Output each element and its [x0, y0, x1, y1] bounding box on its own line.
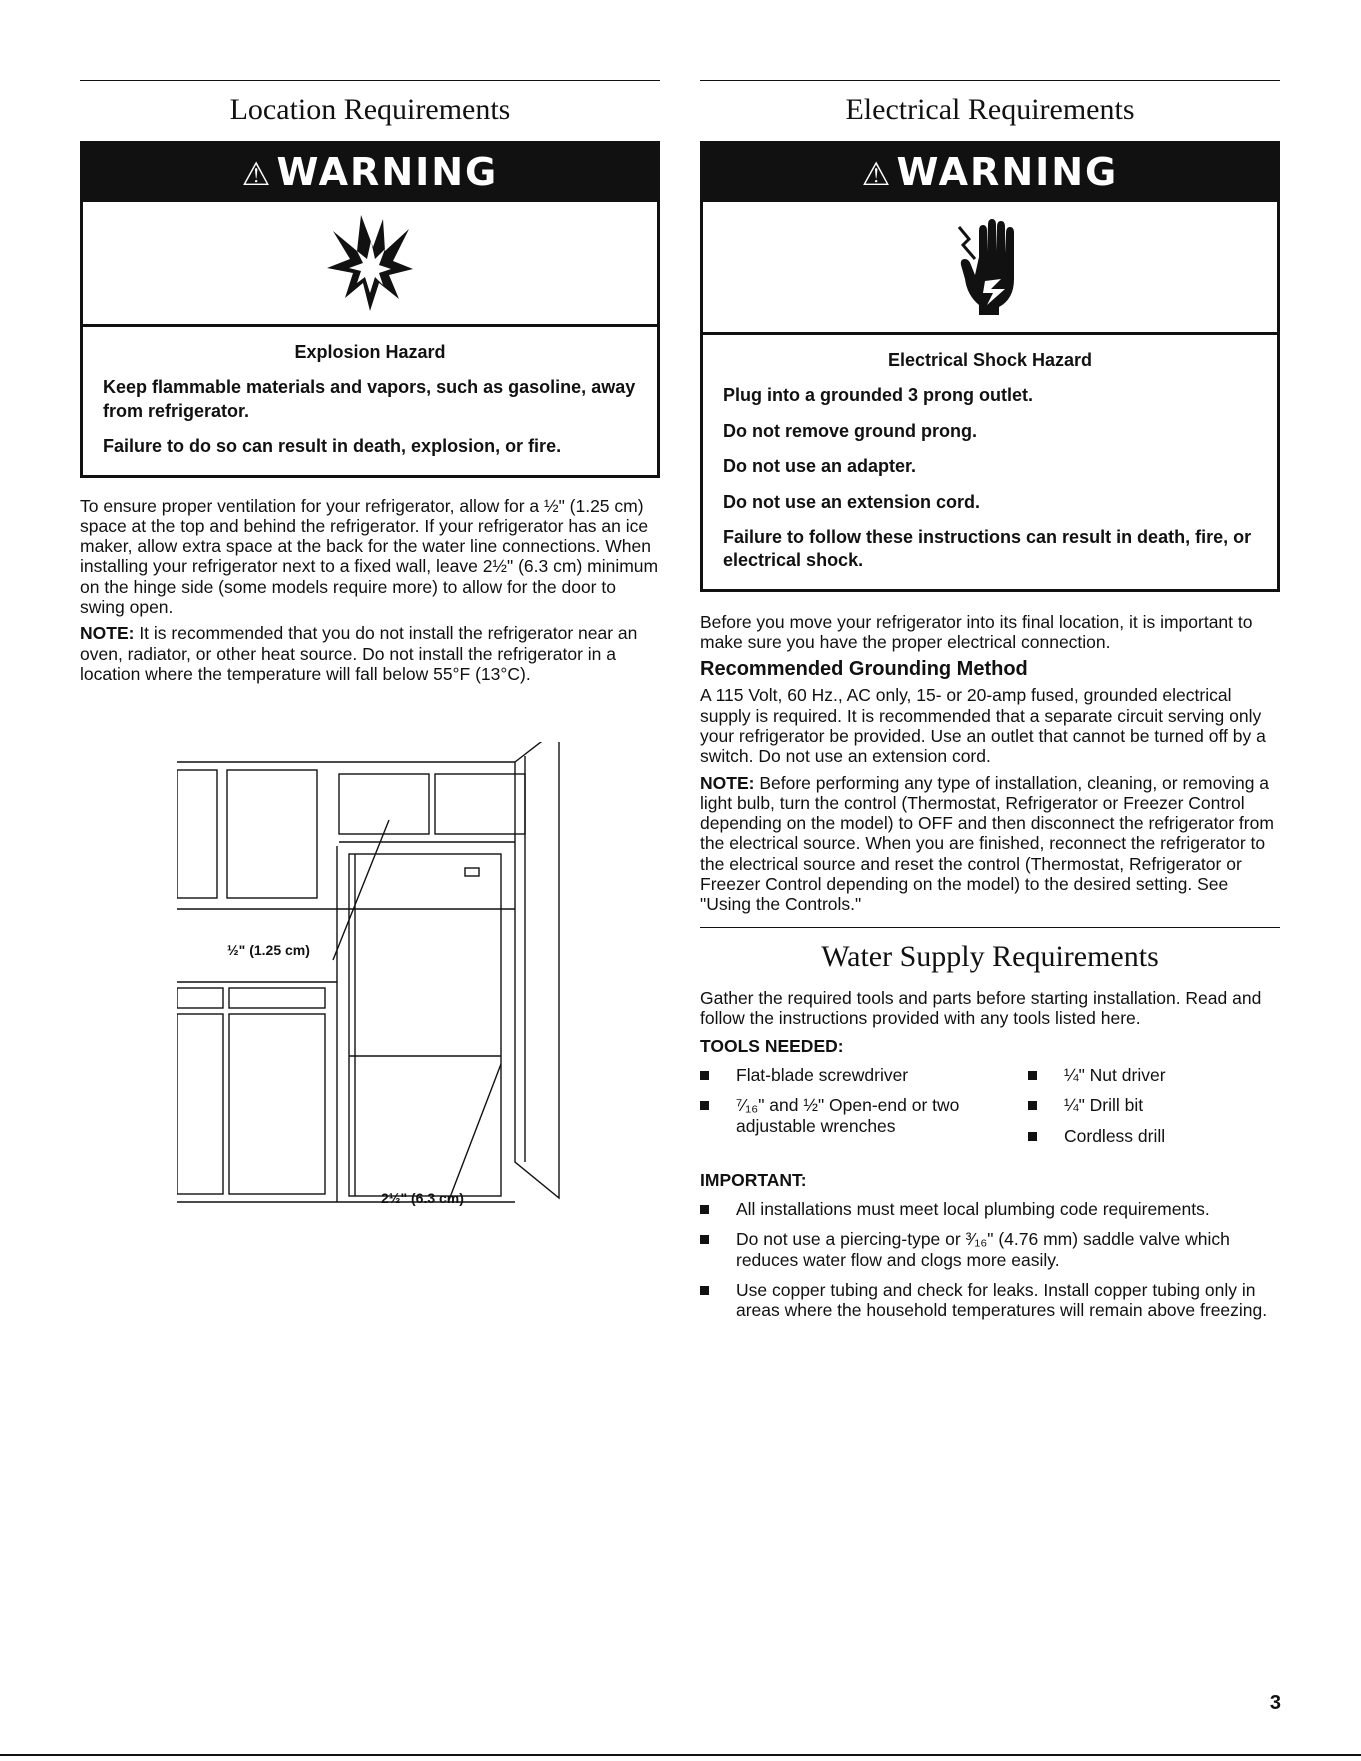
refrigerator-clearance-diagram	[177, 742, 567, 1222]
electrical-title: Electrical Requirements	[845, 93, 1135, 126]
note-text: Before performing any type of installation, cleaning, or removing a light bulb, turn the control (Thermostat, Refrigerator or Freezer Control depending on the model) to OFF and then disconnect the refrigerator from the electrical source. When you are finished, reconnect the refrigerator to the electrical source and reset the control (Thermostat, Refrigerator or Freezer Control depending on the model) to the desired setting. See "Using the Controls."	[700, 772, 1274, 915]
electrical-intro: Before you move your refrigerator into its final location, it is important to make sure you have the proper electrical connection.	[700, 611, 1253, 653]
list-item: Flat-blade screwdriver	[700, 1065, 1028, 1085]
warning-label: WARNING	[276, 150, 499, 194]
list-item: ⁷⁄₁₆" and ½" Open-end or two adjustable wrenches	[700, 1095, 1028, 1136]
list-item: Cordless drill	[1028, 1126, 1166, 1146]
tools-list	[700, 1065, 1280, 1156]
warning-triangle-icon: ⚠	[241, 155, 273, 193]
explosion-warning-box	[80, 141, 660, 478]
important-list	[700, 1199, 1280, 1320]
hazard-line: Plug into a grounded 3 prong outlet.	[723, 385, 1033, 406]
explosion-icon-area	[83, 202, 657, 327]
tools-list-left	[700, 1065, 1028, 1156]
hazard-line: Keep flammable materials and vapors, such as gasoline, away from refrigerator.	[103, 377, 636, 421]
hazard-title: Electrical Shock Hazard	[887, 350, 1093, 370]
section-rule	[700, 927, 1280, 928]
explosion-warning-body	[83, 327, 657, 475]
warning-header	[703, 144, 1277, 202]
note-label: NOTE:	[700, 772, 755, 793]
list-item: All installations must meet local plumbing code requirements.	[700, 1199, 1280, 1219]
list-item: Do not use a piercing-type or ³⁄₁₆" (4.76 mm) saddle valve which reduces water flow and clogs more easily.	[700, 1229, 1280, 1270]
electrical-note	[700, 773, 1280, 915]
warning-triangle-icon: ⚠	[861, 155, 893, 193]
warning-label: WARNING	[896, 150, 1119, 194]
installation-clearance-figure	[177, 742, 567, 1222]
grounding-method-text: A 115 Volt, 60 Hz., AC only, 15- or 20-amp fused, grounded electrical supply is required. It is recommended that a separate circuit serving only your refrigerator be provided. Use an outlet that cannot be turned off by a switch. Do not use an extension cord.	[700, 685, 1266, 767]
important-title: IMPORTANT:	[700, 1170, 807, 1191]
shock-warning-body	[703, 335, 1277, 589]
list-item: ¼" Nut driver	[1028, 1065, 1166, 1085]
section-rule	[700, 80, 1280, 81]
water-supply-title: Water Supply Requirements	[821, 939, 1159, 973]
shock-icon-area	[703, 202, 1277, 335]
side-clearance-label: 2½" (6.3 cm)	[381, 1190, 464, 1206]
location-note	[80, 623, 660, 684]
warning-header	[83, 144, 657, 202]
tools-list-right	[1028, 1065, 1166, 1156]
explosion-icon	[325, 213, 415, 313]
electric-shock-hand-icon	[955, 217, 1025, 317]
grounding-method-title: Recommended Grounding Method	[700, 658, 1028, 681]
note-label: NOTE:	[80, 623, 135, 644]
shock-warning-box	[700, 141, 1280, 592]
ventilation-paragraph: To ensure proper ventilation for your refrigerator, allow for a ½" (1.25 cm) space at the top and behind the refrigerator. If your refrigerator has an ice maker, allow extra space at the back for the water line connections. When installing your refrigerator next to a fixed wall, leave 2½" (6.3 cm) minimum on the hinge side (some models require more) to allow for the door to swing open.	[80, 495, 659, 618]
electrical-section	[700, 80, 1280, 1331]
page-bottom-rule	[0, 1754, 1361, 1756]
top-clearance-label: ½" (1.25 cm)	[227, 942, 310, 958]
hazard-line: Failure to follow these instructions can result in death, fire, or electrical shock.	[723, 526, 1252, 571]
section-rule	[80, 80, 660, 81]
hazard-line: Do not use an extension cord.	[723, 491, 981, 512]
hazard-line: Failure to do so can result in death, explosion, or fire.	[103, 436, 562, 457]
list-item: Use copper tubing and check for leaks. Install copper tubing only in areas where the household temperatures will remain above freezing.	[700, 1280, 1280, 1321]
page-number: 3	[1269, 1692, 1281, 1714]
water-intro: Gather the required tools and parts before starting installation. Read and follow the instructions provided with any tools listed here.	[700, 987, 1262, 1028]
note-text: It is recommended that you do not install the refrigerator near an oven, radiator, or other heat source. Do not install the refrigerator in a location where the temperature will fall below 55°F (13°C).	[80, 623, 638, 684]
tools-needed-title: TOOLS NEEDED:	[700, 1036, 844, 1057]
hazard-title: Explosion Hazard	[294, 342, 446, 362]
list-item: ¼" Drill bit	[1028, 1095, 1166, 1115]
location-title: Location Requirements	[229, 93, 511, 126]
hazard-line: Do not use an adapter.	[723, 456, 917, 477]
location-section	[80, 80, 660, 690]
hazard-line: Do not remove ground prong.	[723, 420, 977, 441]
